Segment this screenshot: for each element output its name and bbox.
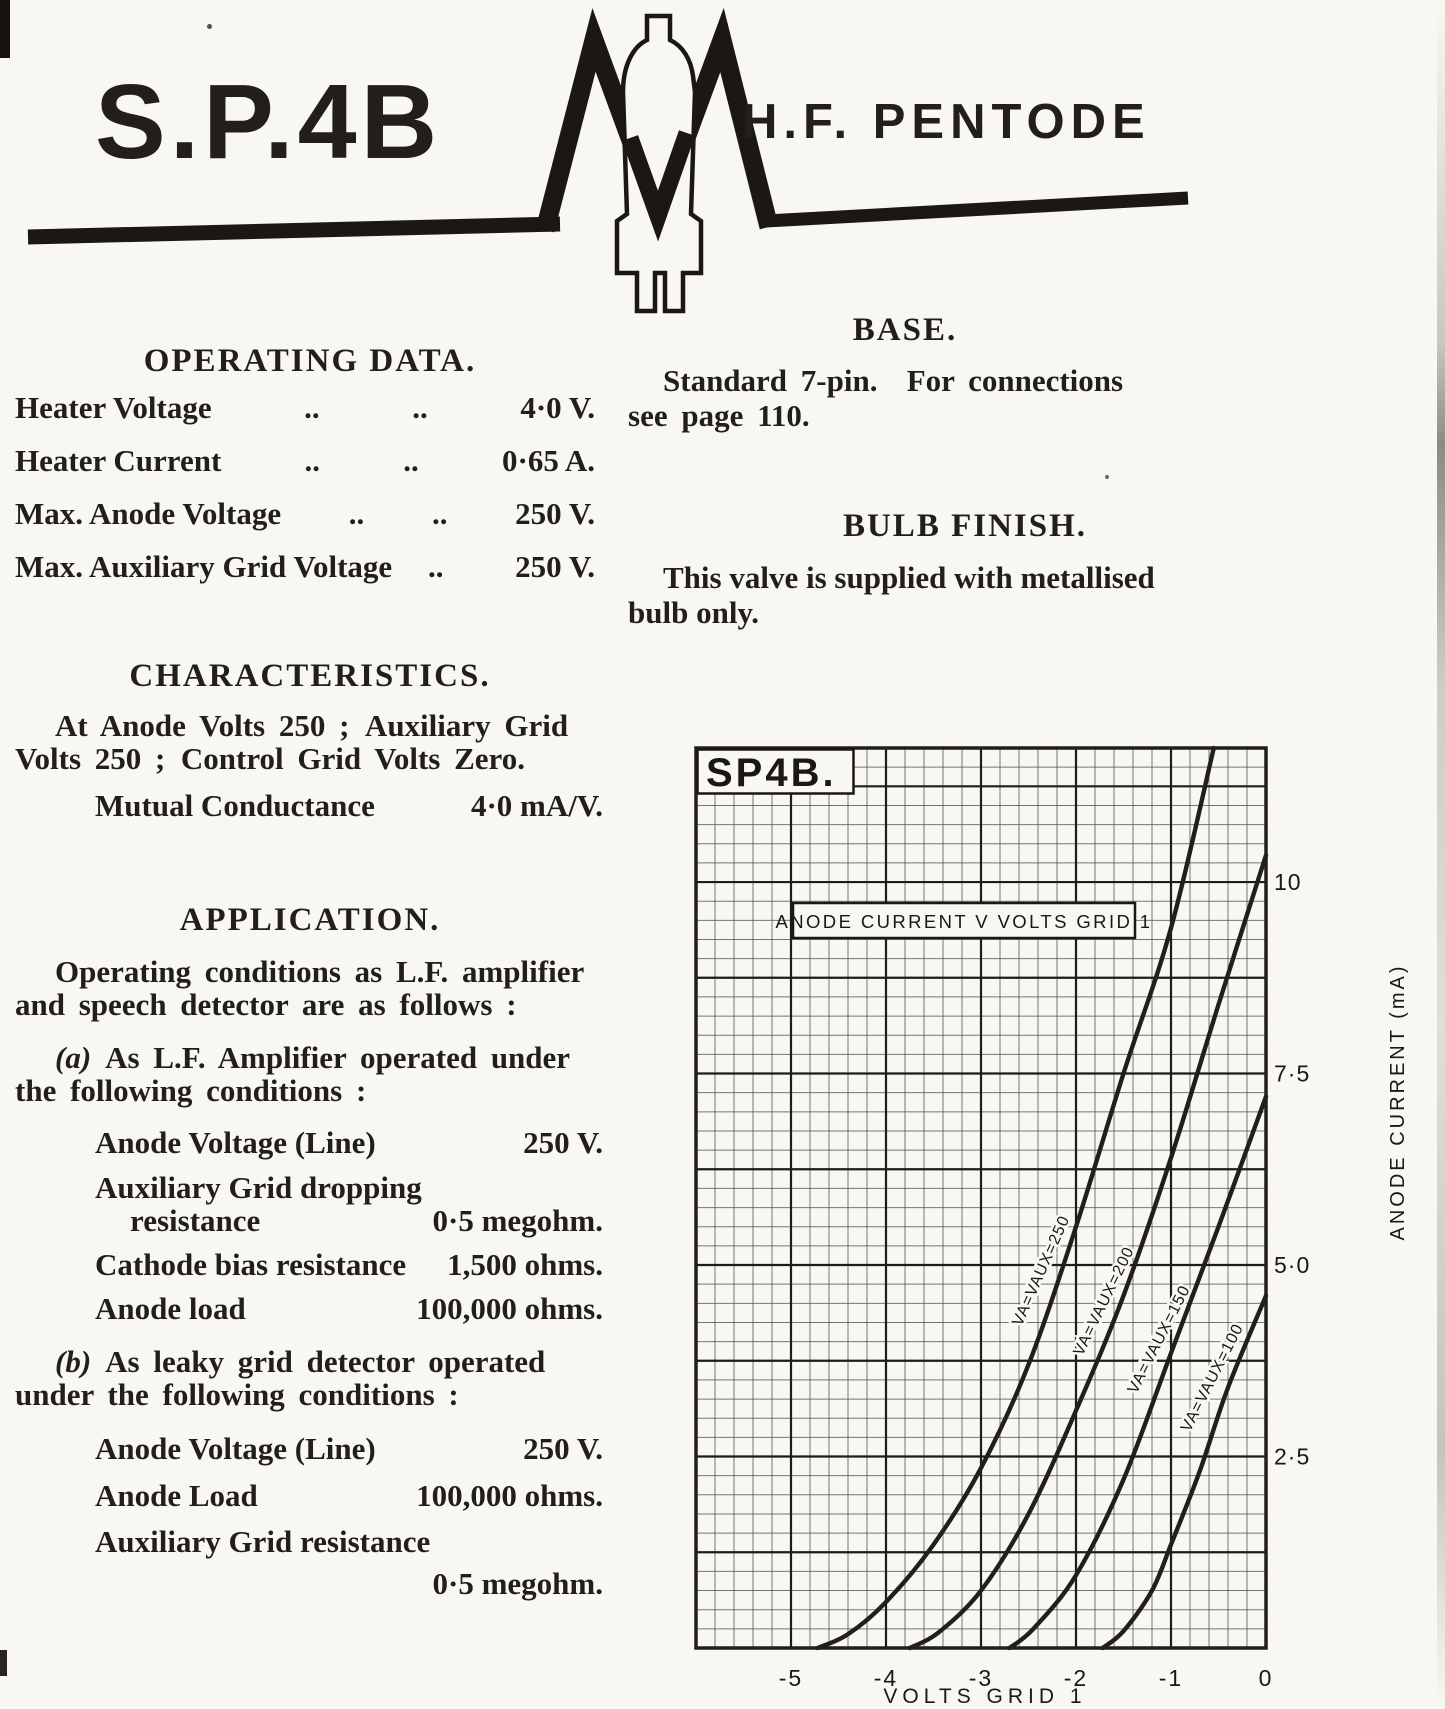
- curve-label-va-vaux-100: VA=VAUX=100: [1178, 1321, 1248, 1435]
- row-label: Max. Anode Voltage: [15, 496, 282, 531]
- scan-artifact: [0, 0, 10, 58]
- row-value: 250 V.: [515, 549, 595, 584]
- bulb-finish-line-2: bulb only.: [628, 595, 759, 630]
- characteristics-line-1: At Anode Volts 250 ; Auxiliary Grid: [55, 708, 569, 743]
- section-title-characteristics: CHARACTERISTICS.: [129, 658, 491, 694]
- app-row-resistance: [130, 1203, 603, 1239]
- dot-leader: ..: [403, 443, 419, 478]
- base-line-1: Standard 7-pin. For connections: [663, 363, 1124, 398]
- row-label: Anode load: [95, 1291, 246, 1326]
- x-tick-label: -3: [968, 1665, 994, 1691]
- app-row-aux-grid-resistance-value: [95, 1566, 603, 1602]
- curve-label-va-vaux-250: VA=VAUX=250: [1009, 1213, 1074, 1329]
- scan-artifact: [0, 1650, 7, 1676]
- application-a-heading: [55, 1040, 570, 1076]
- row-label: Anode Voltage (Line): [95, 1125, 376, 1160]
- page-title-model: S.P.4B: [95, 63, 442, 181]
- dot-leader: ..: [304, 390, 320, 425]
- data-row-max-anode-voltage: [15, 496, 595, 532]
- data-row-heater-voltage: [15, 390, 595, 426]
- y-tick-label: 7·5: [1274, 1060, 1311, 1087]
- app-row-anode-voltage-b: [95, 1431, 603, 1467]
- app-row-aux-grid-resistance: Auxiliary Grid resistance: [95, 1524, 431, 1559]
- scan-speck: [1105, 475, 1109, 479]
- section-title-base: BASE.: [852, 312, 958, 348]
- curve-label-va-vaux-150: VA=VAUX=150: [1124, 1282, 1194, 1397]
- list-marker-b: (b): [55, 1344, 92, 1379]
- x-tick-label: 0: [1258, 1665, 1274, 1691]
- row-value: 250 V.: [515, 496, 595, 531]
- chart-corner-label: SP4B.: [706, 751, 837, 795]
- curve-label-va-vaux-200: VA=VAUX=200: [1070, 1244, 1138, 1359]
- left-rule: [28, 224, 560, 237]
- app-row-anode-load-a: [95, 1291, 603, 1327]
- x-tick-label: -1: [1158, 1665, 1184, 1691]
- dot-leader: ..: [412, 390, 428, 425]
- row-value: 250 V.: [523, 1431, 603, 1466]
- y-tick-label: 2·5: [1274, 1443, 1311, 1470]
- chart-svg: [630, 700, 1445, 1709]
- row-label: Max. Auxiliary Grid Voltage: [15, 549, 393, 584]
- section-title-bulb-finish: BULB FINISH.: [842, 508, 1088, 544]
- dot-leader: ..: [431, 496, 448, 531]
- application-intro-2: and speech detector are as follows :: [15, 987, 517, 1022]
- row-label: Heater Voltage: [15, 390, 212, 425]
- row-value: 0·65 A.: [501, 443, 595, 478]
- row-label: Heater Current: [15, 443, 222, 478]
- right-rule: [766, 198, 1188, 221]
- section-title-operating-data: OPERATING DATA.: [143, 343, 477, 379]
- application-a-heading-2: the following conditions :: [15, 1073, 367, 1108]
- base-line-2: see page 110.: [628, 398, 810, 433]
- row-label: Mutual Conductance: [95, 788, 375, 823]
- heading-text: As L.F. Amplifier operated under: [105, 1040, 571, 1075]
- valve-silhouette-icon: [617, 16, 701, 311]
- bulb-finish-line-1: This valve is supplied with metallised: [663, 560, 1155, 595]
- x-tick-label: -4: [873, 1665, 899, 1691]
- row-label: Anode Load: [95, 1478, 258, 1513]
- dot-leader: ..: [304, 443, 321, 478]
- row-value: 100,000 ohms.: [416, 1291, 603, 1326]
- app-row-anode-voltage-a: [95, 1125, 603, 1161]
- characteristics-line-2: Volts 250 ; Control Grid Volts Zero.: [15, 741, 525, 776]
- dot-leader: ..: [348, 496, 365, 531]
- app-row-cathode-bias: [95, 1247, 603, 1283]
- row-value: 4·0 V.: [520, 390, 595, 425]
- curve-va-vaux-200: [910, 855, 1266, 1648]
- app-row-aux-grid-dropping: Auxiliary Grid dropping: [95, 1170, 422, 1205]
- characteristics-chart: [630, 700, 1445, 1709]
- device-type-title: H.F. PENTODE: [742, 95, 1151, 149]
- dot-leader: ..: [428, 549, 444, 584]
- y-axis-title: ANODE CURRENT (mA): [1387, 963, 1409, 1241]
- data-row-heater-current: [15, 443, 595, 479]
- list-marker-a: (a): [55, 1040, 92, 1075]
- scan-speck: [207, 24, 212, 29]
- row-value: 250 V.: [523, 1125, 603, 1160]
- row-value: 100,000 ohms.: [416, 1478, 603, 1513]
- application-b-heading-2: under the following conditions :: [15, 1377, 459, 1412]
- row-value: 0·5 megohm.: [432, 1203, 603, 1238]
- x-tick-label: -5: [778, 1665, 804, 1691]
- x-axis-title: VOLTS GRID 1: [883, 1685, 1087, 1708]
- chart-title: ANODE CURRENT V VOLTS GRID 1: [775, 911, 1153, 932]
- row-label: resistance: [130, 1203, 261, 1238]
- heading-text: As leaky grid detector operated: [105, 1344, 546, 1379]
- data-row-max-aux-grid-voltage: [15, 549, 595, 585]
- app-row-anode-load-b: [95, 1478, 603, 1514]
- section-title-application: APPLICATION.: [179, 902, 441, 938]
- application-intro-1: Operating conditions as L.F. amplifier: [55, 954, 585, 989]
- row-label: Anode Voltage (Line): [95, 1431, 376, 1466]
- application-b-heading: [55, 1344, 545, 1380]
- y-tick-label: 5·0: [1274, 1252, 1311, 1279]
- row-value: 1,500 ohms.: [447, 1247, 603, 1282]
- mutual-conductance-row: [95, 788, 603, 824]
- y-tick-label: 10: [1274, 869, 1302, 896]
- x-tick-label: -2: [1063, 1665, 1089, 1691]
- row-value: 0·5 megohm.: [432, 1566, 603, 1601]
- row-value: 4·0 mA/V.: [470, 788, 603, 823]
- scan-edge-strip: [1437, 0, 1445, 1709]
- row-label: Cathode bias resistance: [95, 1247, 407, 1282]
